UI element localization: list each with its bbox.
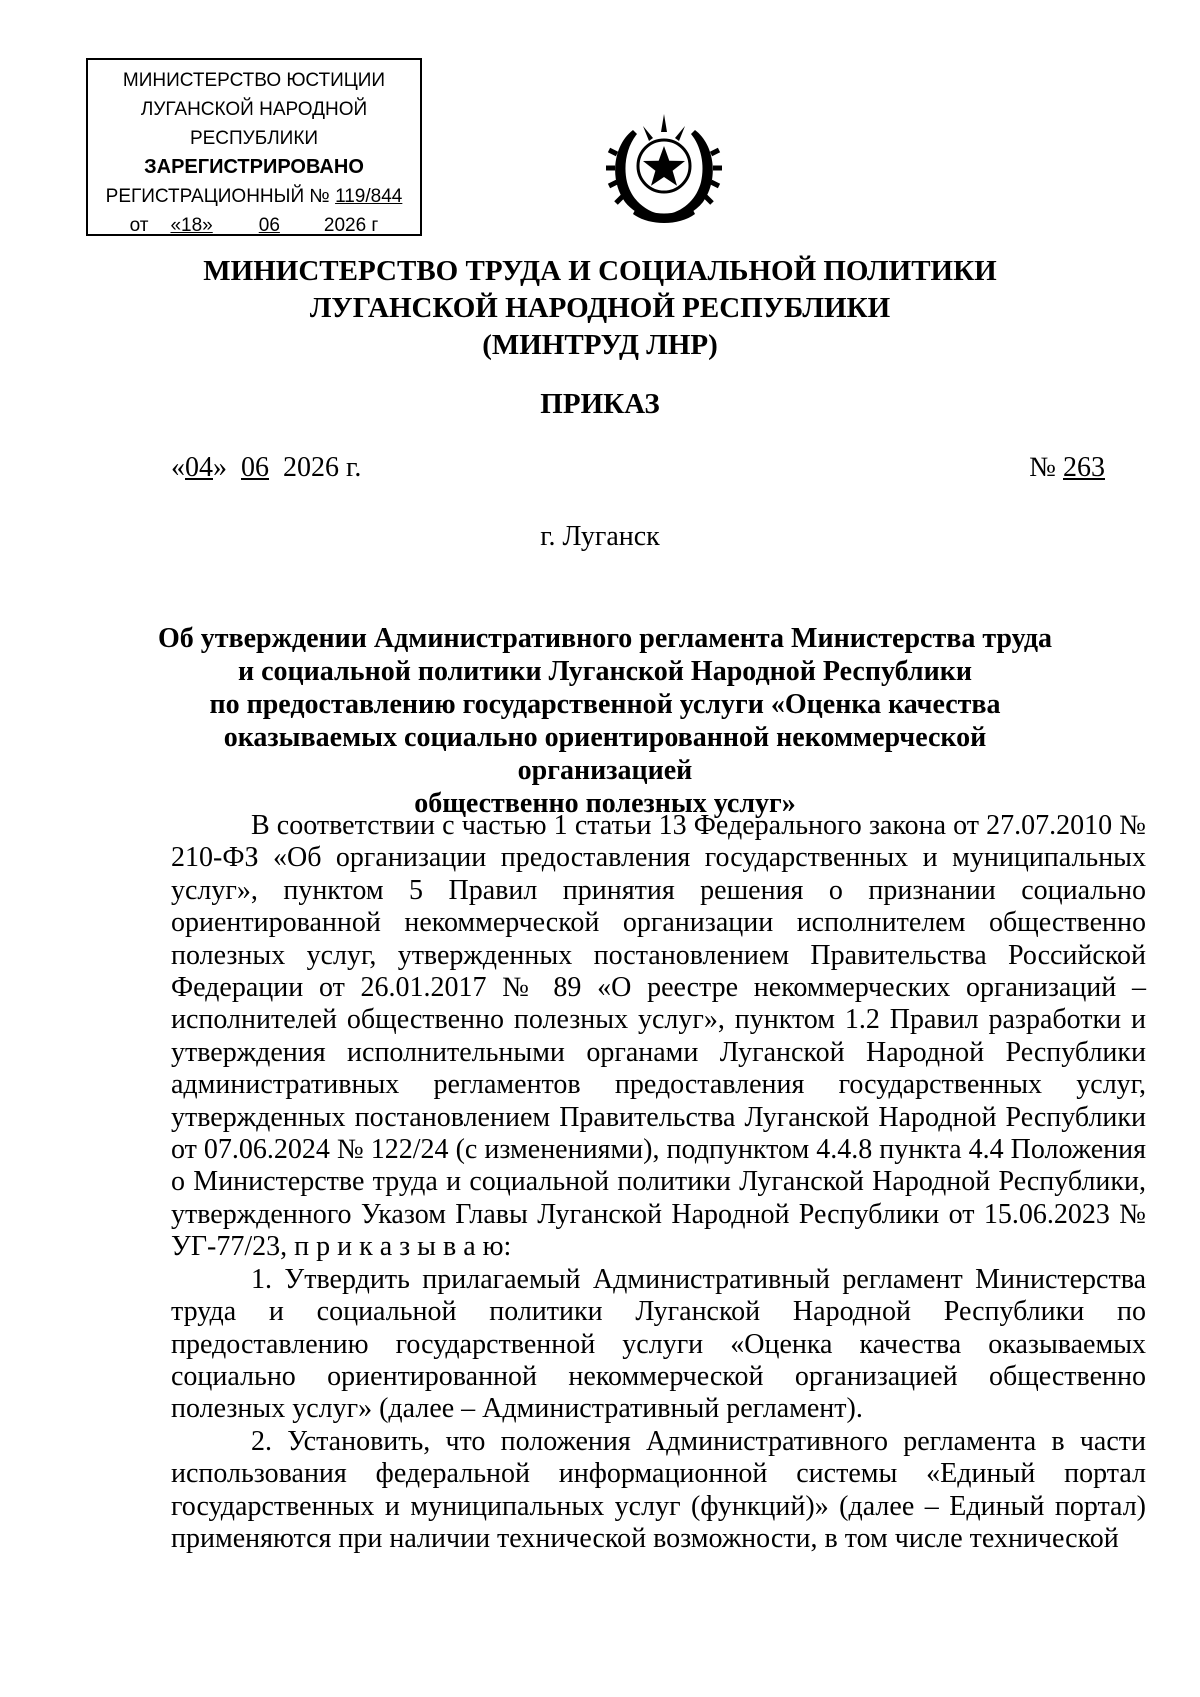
stamp-date-year: 2026 г bbox=[323, 215, 379, 236]
coat-of-arms-icon bbox=[603, 110, 725, 228]
title-line-5: общественно полезных услуг» bbox=[414, 788, 796, 819]
order-year: 2026 г. bbox=[283, 452, 362, 483]
stamp-date-month: 06 bbox=[258, 215, 280, 236]
ministry-header bbox=[0, 253, 1200, 364]
stamp-ministry-line: МИНИСТЕРСТВО ЮСТИЦИИ bbox=[122, 70, 386, 91]
title-line-2: и социальной политики Луганской Народной Республики bbox=[237, 656, 973, 687]
order-number bbox=[1029, 452, 1105, 484]
stamp-status: ЗАРЕГИСТРИРОВАНО bbox=[144, 156, 364, 178]
stamp-date-prefix: от bbox=[129, 215, 149, 236]
order-month: 06 bbox=[241, 452, 269, 483]
stamp-date-line bbox=[88, 211, 420, 240]
order-number-label: № bbox=[1029, 452, 1056, 483]
body-paragraph-item-2: 2. Установить, что положения Административного регламента в части использования федеральной информационной системы «Единый портал государственных и муниципальных услуг (функций)» (далее – Единый портал) применяются при наличии технической возможности, в том числе технической bbox=[171, 1425, 1146, 1554]
city: г. Луганск bbox=[540, 521, 660, 552]
order-number-value: 263 bbox=[1063, 452, 1105, 483]
document-title bbox=[140, 622, 1070, 820]
body-paragraph-preamble: В соответствии с частью 1 статьи 13 Федерального закона от 27.07.2010 № 210-ФЗ «Об организации предоставления государственных и муниципальных услуг», пунктом 5 Правил принятия решения о признании социально ориентированной некоммерческой организации исполнителем общественно полезных услуг, утвержденных постановлением Правительства Российской Федерации от 26.01.2017 № 89 «О реестре некоммерческих организаций – исполнителей общественно полезных услуг», пунктом 1.2 Правил разработки и утверждения исполнительными органами Луганской Народной Республики административных регламентов предоставления государственных услуг, утвержденных постановлением Правительства Луганской Народной Республики от 07.06.2024 № 122/24 (с изменениями), подпунктом 4.4.8 пункта 4.4 Положения о Министерстве труда и социальной политики Луганской Народной Республики, утвержденного Указом Главы Луганской Народной Республики от 15.06.2023 № УГ-77/23, п р и к а з ы в а ю: bbox=[171, 810, 1146, 1263]
order-day: 04 bbox=[185, 452, 213, 483]
registration-stamp bbox=[86, 58, 422, 236]
document-body bbox=[171, 810, 1146, 1555]
header-line-1: МИНИСТЕРСТВО ТРУДА И СОЦИАЛЬНОЙ ПОЛИТИКИ bbox=[203, 255, 997, 287]
header-line-2: ЛУГАНСКОЙ НАРОДНОЙ РЕСПУБЛИКИ bbox=[309, 292, 891, 324]
document-type: ПРИКАЗ bbox=[540, 388, 660, 420]
title-line-4: оказываемых социально ориентированной некоммерческой организацией bbox=[223, 722, 987, 786]
stamp-registration-line bbox=[88, 182, 420, 211]
title-line-3: по предоставлению государственной услуги «Оценка качества bbox=[209, 689, 1001, 720]
stamp-reg-number: 119/844 bbox=[335, 186, 403, 207]
stamp-reg-label: РЕГИСТРАЦИОННЫЙ № bbox=[105, 186, 330, 207]
stamp-republic-line: ЛУГАНСКОЙ НАРОДНОЙ РЕСПУБЛИКИ bbox=[140, 99, 368, 149]
title-line-1: Об утверждении Административного регламента Министерства труда bbox=[157, 623, 1053, 654]
header-line-3: (МИНТРУД ЛНР) bbox=[482, 329, 718, 361]
order-date: «04» 06 2026 г. bbox=[171, 452, 362, 483]
stamp-date-day: «18» bbox=[170, 215, 213, 236]
coat-of-arms-emblem bbox=[603, 110, 725, 228]
body-paragraph-item-1: 1. Утвердить прилагаемый Административный регламент Министерства труда и социальной политики Луганской Народной Республики по предоставлению государственной услуги «Оценка качества оказываемых социально ориентированной некоммерческой организацией общественно полезных услуг» (далее – Административный регламент). bbox=[171, 1263, 1146, 1425]
